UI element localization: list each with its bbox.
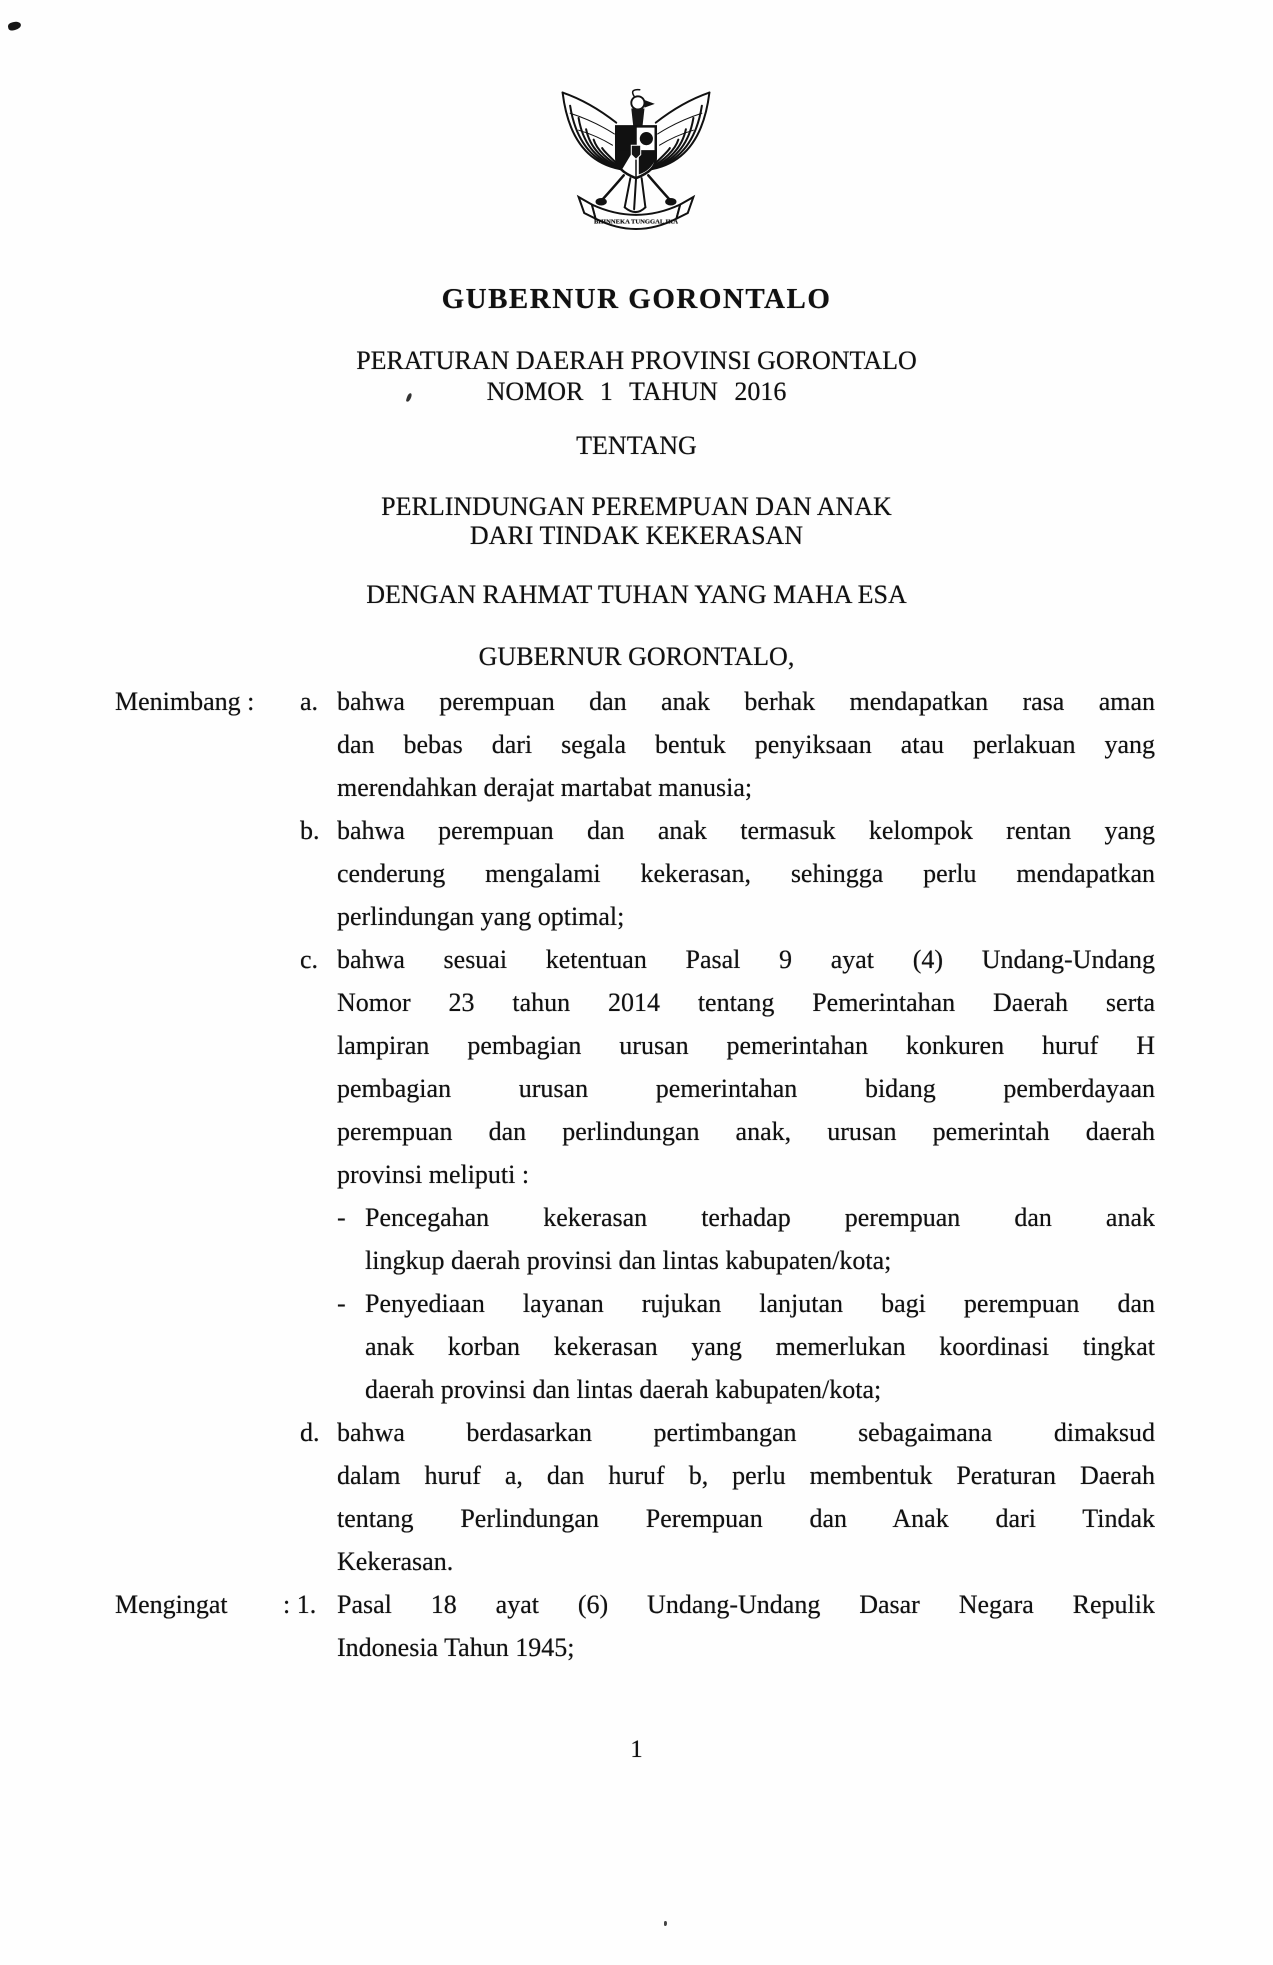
body-line: bahwa perempuan dan anak berhak mendapatkan rasa aman [337,687,1155,716]
body-line: merendahkan derajat martabat manusia; [337,773,753,802]
body-line: bahwa sesuai ketentuan Pasal 9 ayat (4) Undang-Undang [337,945,1155,974]
item-marker: : 1. [283,1590,317,1619]
body-line: dalam huruf a, dan huruf b, perlu membentuk Peraturan Daerah [337,1461,1155,1490]
regulation-name: PERATURAN DAERAH PROVINSI GORONTALO [356,346,917,375]
body-line: Pasal 18 ayat (6) Undang-Undang Dasar Negara Repulik [337,1590,1155,1619]
item-marker: a. [300,687,319,716]
body-line: Kekerasan. [337,1547,454,1576]
body-line: pembagian urusan pemerintahan bidang pemberdayaan [337,1074,1155,1103]
body-line: lingkup daerah provinsi dan lintas kabupaten/kota; [365,1246,892,1275]
consideration-item-a [115,680,1155,809]
garuda-pancasila-emblem [556,72,716,258]
body-line: anak korban kekerasan yang memerlukan koordinasi tingkat [365,1332,1155,1361]
body-line: bahwa perempuan dan anak termasuk kelompok rentan yang [337,816,1155,845]
legal-basis-item-1 [115,1583,1155,1669]
body-line: perlindungan yang optimal; [337,902,625,931]
emblem-banner-text: BHINNEKA TUNGGAL IKA [594,218,678,226]
item-marker: c. [300,945,319,974]
body-line: Indonesia Tahun 1945; [337,1633,575,1662]
regulation-number: NOMOR 1 TAHUN 2016 [486,377,787,406]
dash-list-item [337,1196,1155,1282]
ink-speck-artifact [664,1921,667,1926]
dash-list-item [337,1282,1155,1411]
menimbang-label: Menimbang : [115,687,255,716]
about-label: TENTANG [576,431,697,460]
item-marker: b. [300,816,320,845]
regulation-title [0,492,1273,550]
regulation-title-line2: DARI TINDAK KEKERASAN [469,521,804,550]
dash-marker: - [337,1203,346,1232]
regulation-body [115,680,1155,1669]
body-line: Pencegahan kekerasan terhadap perempuan dan anak [365,1203,1155,1232]
institution-title: GUBERNUR GORONTALO [441,283,832,315]
body-line: Nomor 23 tahun 2014 tentang Pemerintahan Daerah serta [337,988,1155,1017]
item-marker: d. [300,1418,320,1447]
consideration-item-c [115,938,1155,1411]
body-line: perempuan dan perlindungan anak, urusan pemerintah daerah [337,1117,1155,1146]
consideration-item-d [115,1411,1155,1583]
body-line: cenderung mengalami kekerasan, sehingga perlu mendapatkan [337,859,1155,888]
regulation-heading [0,345,1273,407]
dash-marker: - [337,1289,346,1318]
regulation-title-line1: PERLINDUNGAN PEREMPUAN DAN ANAK [381,492,892,521]
consideration-item-b [115,809,1155,938]
body-line: bahwa berdasarkan pertimbangan sebagaimana dimaksud [337,1418,1155,1447]
grace-line: DENGAN RAHMAT TUHAN YANG MAHA ESA [366,580,907,609]
body-line: dan bebas dari segala bentuk penyiksaan atau perlakuan yang [337,730,1155,759]
ink-blot-artifact [7,21,21,32]
body-line: tentang Perlindungan Perempuan dan Anak dari Tindak [337,1504,1155,1533]
page-number: 1 [630,1736,643,1763]
body-line: provinsi meliputi : [337,1160,530,1189]
mengingat-label: Mengingat [115,1590,228,1619]
body-line: daerah provinsi dan lintas daerah kabupaten/kota; [365,1375,882,1404]
authority-line: GUBERNUR GORONTALO, [478,642,795,671]
body-line: Penyediaan layanan rujukan lanjutan bagi perempuan dan [365,1289,1155,1318]
body-line: lampiran pembagian urusan pemerintahan konkuren huruf H [337,1031,1155,1060]
